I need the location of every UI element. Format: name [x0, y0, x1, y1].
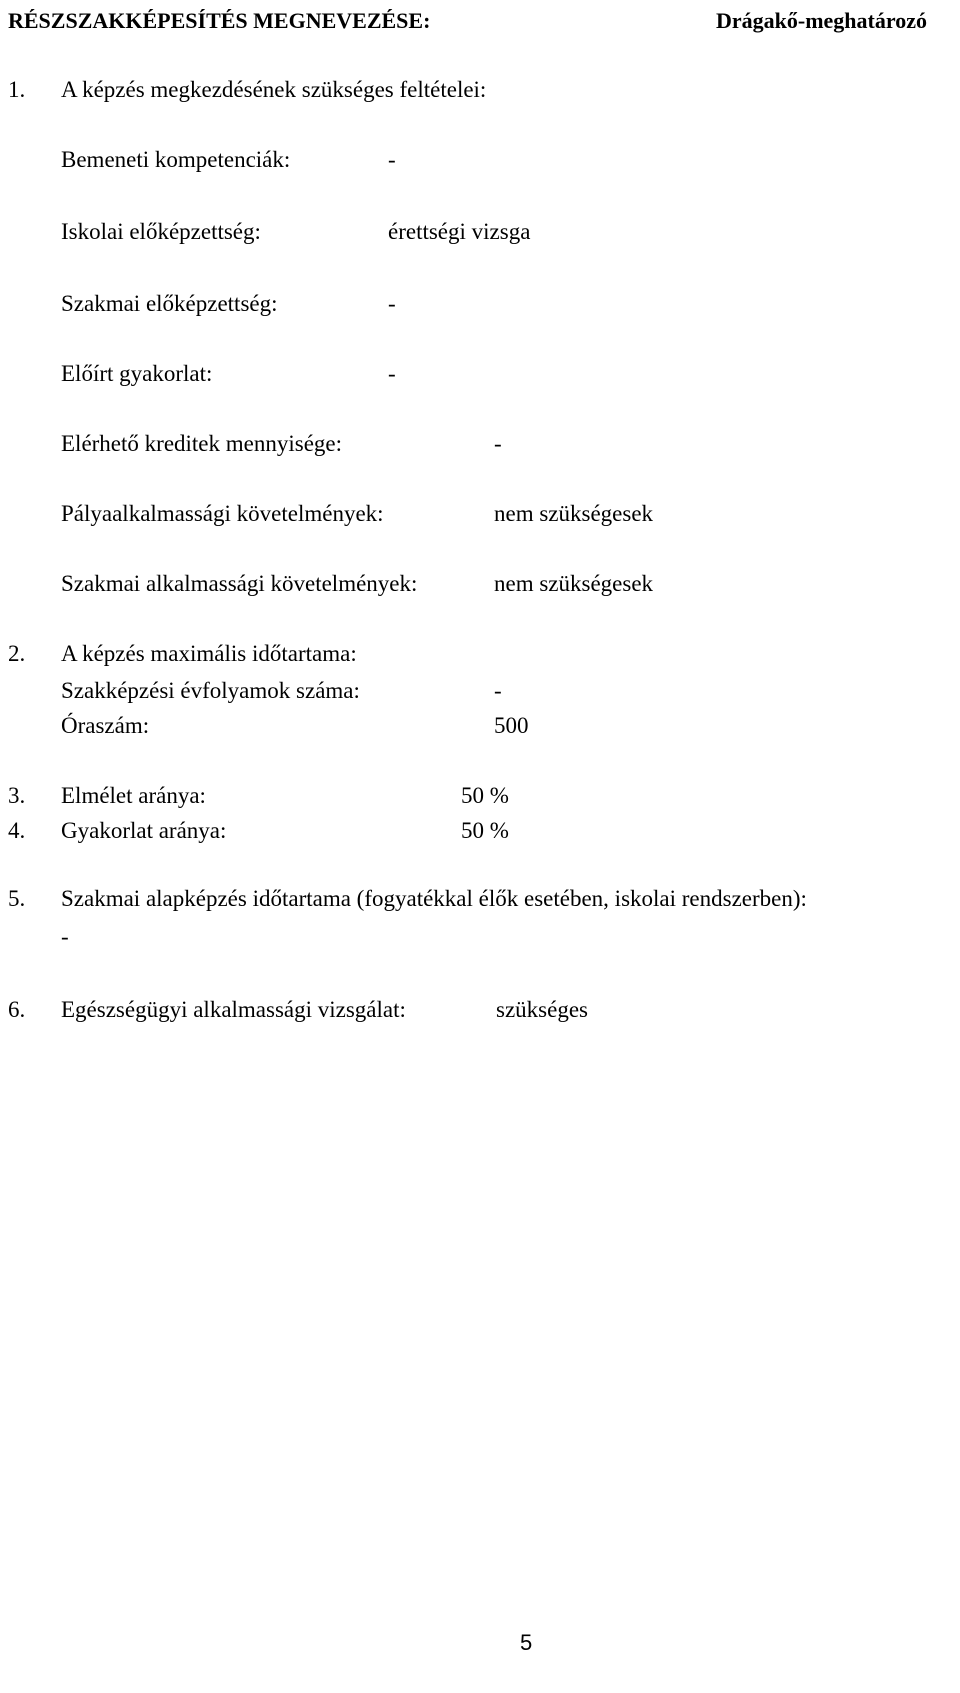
section-3-value: 50 %	[461, 783, 509, 808]
row-label-szakmai-elokepzettseg: Szakmai előképzettség:	[61, 291, 278, 316]
row-value-szakmai-elokepzettseg: -	[388, 291, 396, 316]
row-value-bemeneti: -	[388, 147, 396, 172]
row-value-palyaalkalmassagi: nem szükségesek	[494, 501, 654, 526]
section-4-label: Gyakorlat aránya:	[61, 818, 227, 843]
row-value-evfolyamok: -	[494, 678, 502, 703]
row-label-eloirt-gyakorlat: Előírt gyakorlat:	[61, 361, 213, 386]
section-3-label: Elmélet aránya:	[61, 783, 206, 808]
title-value: Drágakő-meghatározó	[716, 8, 927, 33]
row-label-iskolai: Iskolai előképzettség:	[61, 219, 261, 244]
row-value-oraszam: 500	[494, 713, 529, 738]
row-label-evfolyamok: Szakképzési évfolyamok száma:	[61, 678, 360, 703]
row-label-kreditek: Elérhető kreditek mennyisége:	[61, 431, 343, 456]
row-value-iskolai: érettségi vizsga	[388, 219, 531, 244]
section-3-number: 3.	[8, 783, 26, 808]
row-label-bemeneti: Bemeneti kompetenciák:	[61, 147, 291, 172]
section-4-number: 4.	[8, 818, 26, 843]
section-6-number: 6.	[8, 997, 26, 1022]
section-1-number: 1.	[8, 77, 26, 102]
row-label-szakmai-alkalmassagi: Szakmai alkalmassági követelmények:	[61, 571, 418, 596]
section-2-number: 2.	[8, 641, 26, 666]
section-5-label: Szakmai alapképzés időtartama (fogyatékkal élők esetében, iskolai rendszerben):	[61, 886, 807, 911]
title-label: RÉSZSZAKKÉPESÍTÉS MEGNEVEZÉSE:	[8, 8, 431, 33]
row-label-palyaalkalmassagi: Pályaalkalmassági követelmények:	[61, 501, 384, 526]
section-4-value: 50 %	[461, 818, 509, 843]
section-6-value: szükséges	[496, 997, 588, 1022]
section-1-heading: A képzés megkezdésének szükséges feltételei:	[61, 77, 487, 102]
row-value-szakmai-alkalmassagi: nem szükségesek	[494, 571, 654, 596]
section-5-number: 5.	[8, 886, 26, 911]
section-2-heading: A képzés maximális időtartama:	[61, 641, 357, 666]
section-6-label: Egészségügyi alkalmassági vizsgálat:	[61, 997, 406, 1022]
row-value-kreditek: -	[494, 431, 502, 456]
section-5-value: -	[61, 924, 69, 949]
page-number: 5	[520, 1630, 533, 1655]
row-label-oraszam: Óraszám:	[61, 713, 150, 738]
row-value-eloirt-gyakorlat: -	[388, 361, 396, 386]
